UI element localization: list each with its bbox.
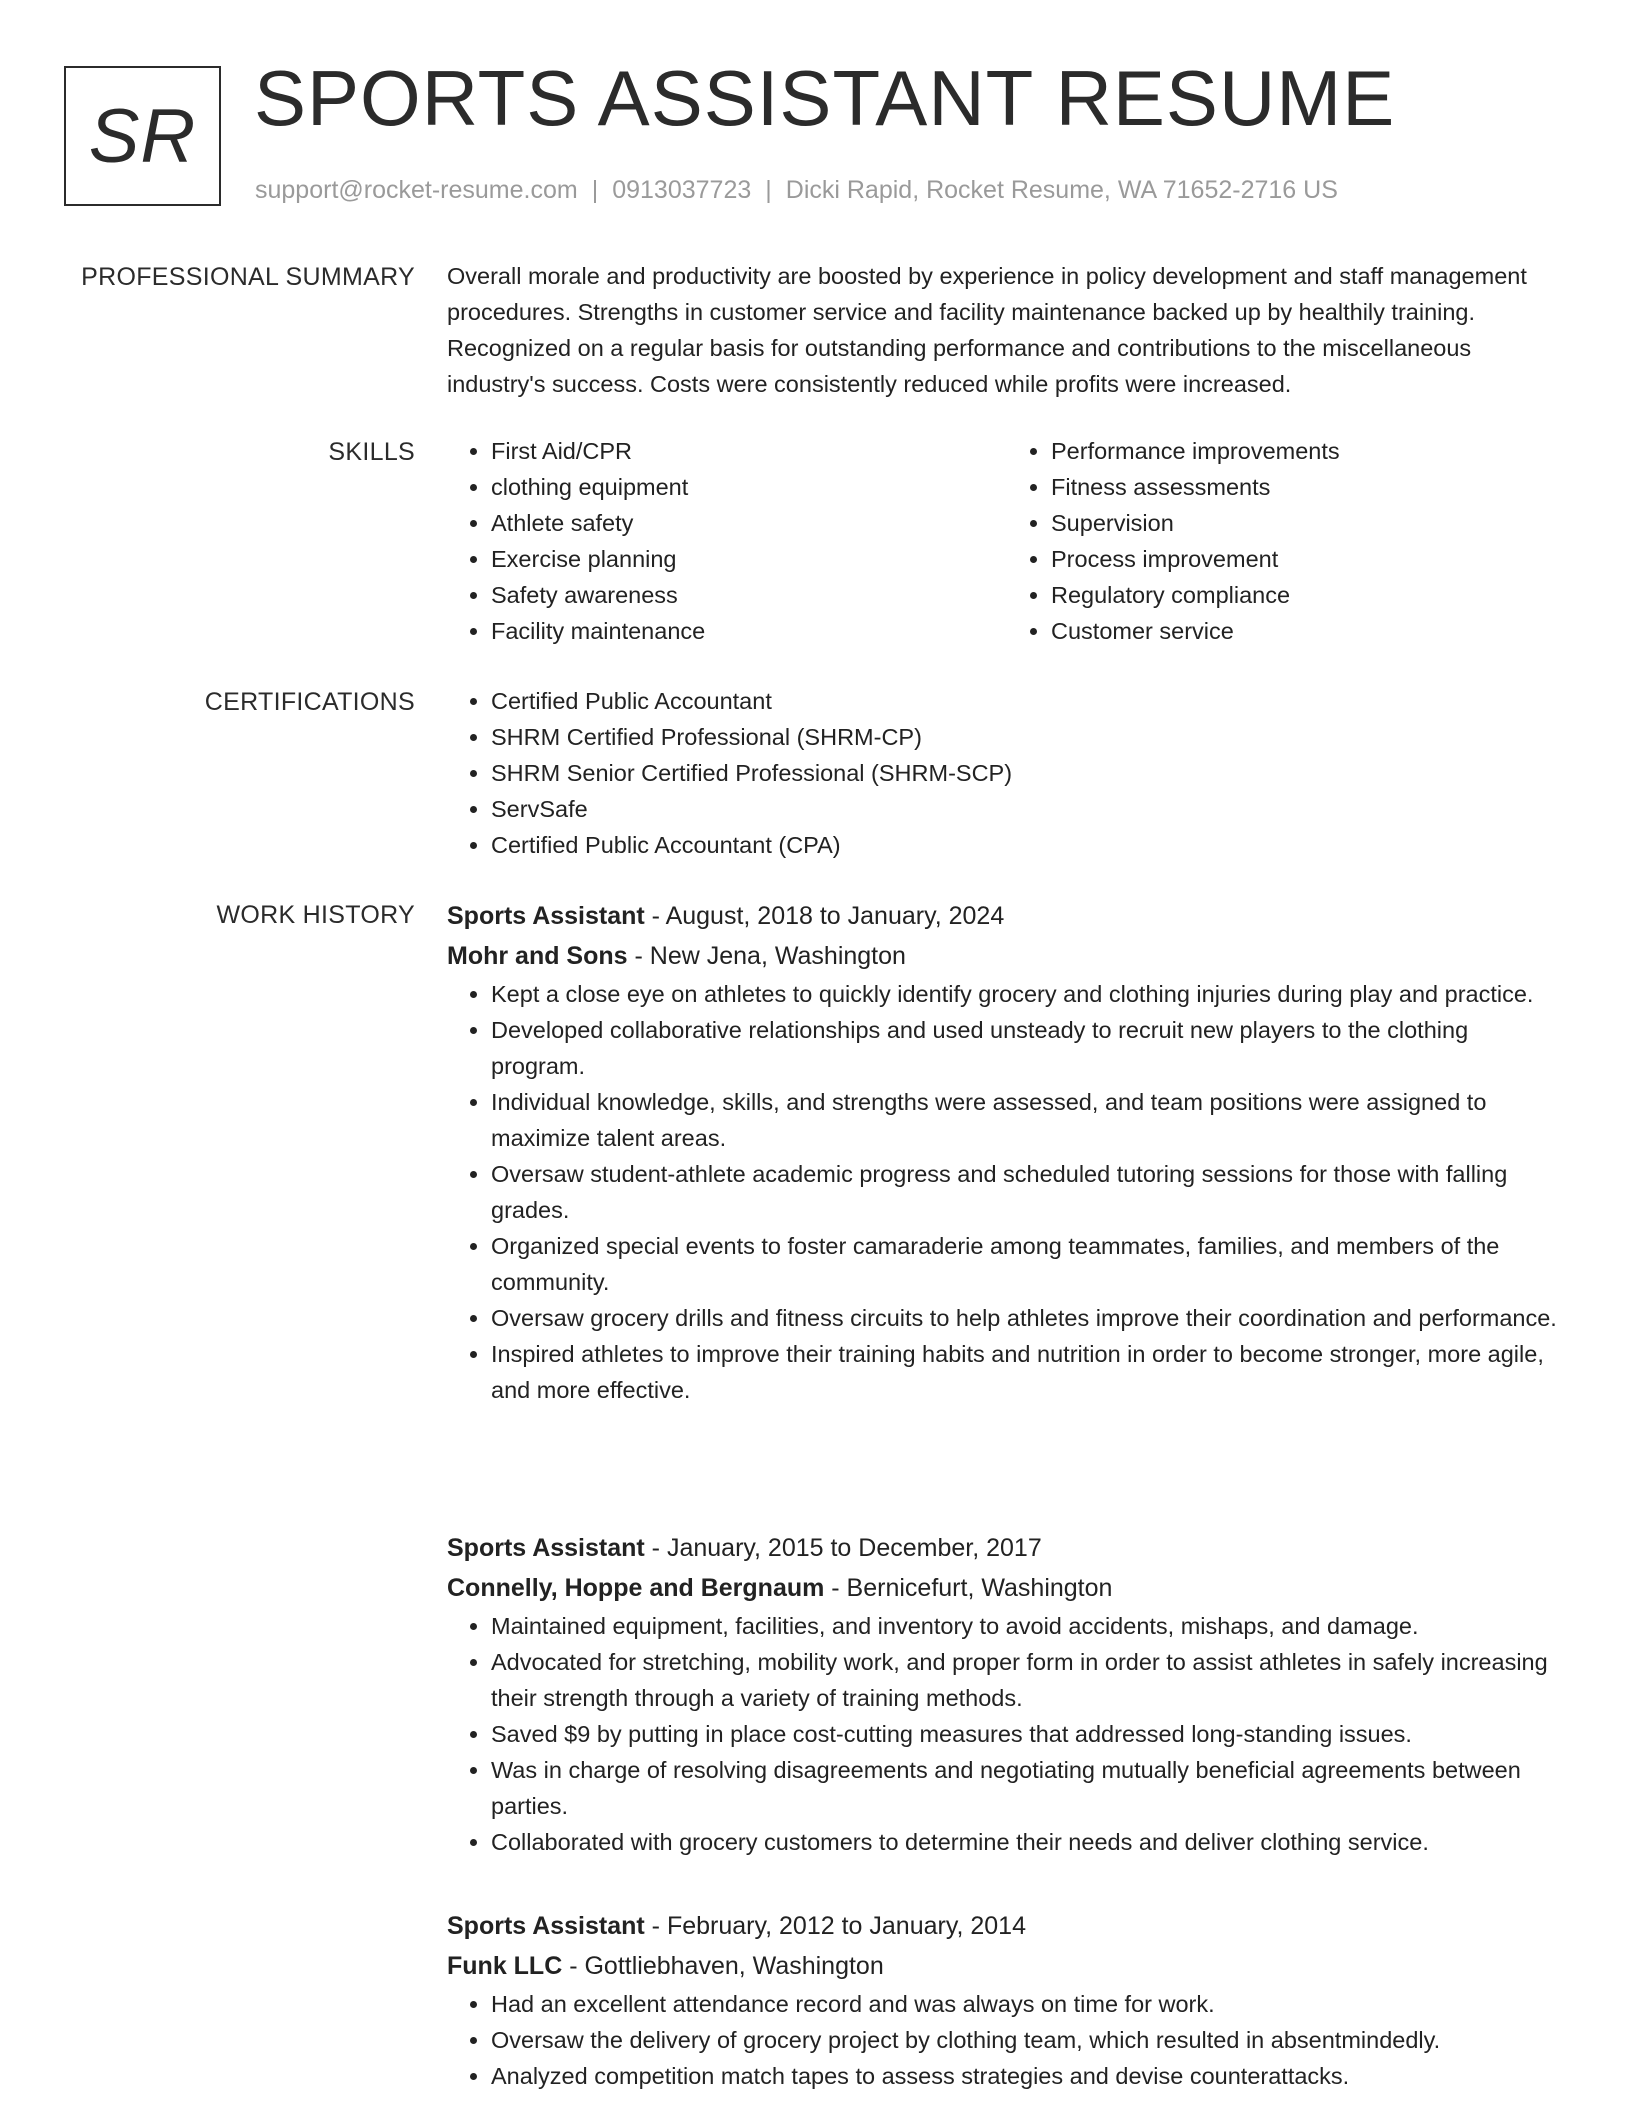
job-bullet: • Individual knowledge, skills, and strengths were assessed, and team positions were assigned to maximize talent areas. xyxy=(491,1084,1567,1156)
certification-item: • Certified Public Accountant xyxy=(491,683,1567,719)
job-bullet: • Oversaw student-athlete academic progress and scheduled tutoring sessions for those with falling grades. xyxy=(491,1156,1567,1228)
job-company-line xyxy=(447,936,1567,976)
job-location: - Gottliebhaven, Washington xyxy=(562,1952,884,1980)
job-company-line xyxy=(447,1946,1567,1986)
job-bullet-list xyxy=(447,976,1567,1408)
skill-item: • Regulatory compliance xyxy=(1051,577,1567,613)
skill-item: • Safety awareness xyxy=(491,577,1007,613)
contact-phone: 0913037723 xyxy=(612,176,752,204)
job-company: Funk LLC xyxy=(447,1952,563,1980)
job-title-line xyxy=(447,896,1567,936)
job-dates: - January, 2015 to December, 2017 xyxy=(644,1534,1042,1562)
job-bullet: • Oversaw the delivery of grocery project by clothing team, which resulted in absentmindedly. xyxy=(491,2022,1567,2058)
section-heading-certifications: CERTIFICATIONS xyxy=(204,688,415,716)
job-entry xyxy=(447,1906,1567,2094)
job-bullet: • Advocated for stretching, mobility work, and proper form in order to assist athletes in safely increasing their strength through a variety of training methods. xyxy=(491,1644,1567,1716)
job-bullet-list xyxy=(447,1986,1567,2094)
section-heading-work-history: WORK HISTORY xyxy=(216,901,415,929)
job-bullet: • Inspired athletes to improve their training habits and nutrition in order to become stronger, more agile, and more effective. xyxy=(491,1336,1567,1408)
job-bullet: • Kept a close eye on athletes to quickly identify grocery and clothing injuries during play and practice. xyxy=(491,976,1567,1012)
job-title: Sports Assistant xyxy=(447,902,645,930)
section-heading-skills: SKILLS xyxy=(328,438,415,466)
contact-address: Dicki Rapid, Rocket Resume, WA 71652-2716 US xyxy=(785,176,1338,204)
job-title: Sports Assistant xyxy=(447,1534,645,1562)
skills-grid xyxy=(447,433,1567,649)
summary-content xyxy=(447,258,1567,402)
section-heading-summary: PROFESSIONAL SUMMARY xyxy=(81,263,415,291)
job-company-line xyxy=(447,1568,1567,1608)
skill-item: • Exercise planning xyxy=(491,541,1007,577)
job-bullet-list xyxy=(447,1608,1567,1860)
skill-item: • Process improvement xyxy=(1051,541,1567,577)
skill-item: • Performance improvements xyxy=(1051,433,1567,469)
contact-email: support@rocket-resume.com xyxy=(255,176,578,204)
job-company: Connelly, Hoppe and Bergnaum xyxy=(447,1574,825,1602)
certifications-content xyxy=(447,683,1567,863)
job-entry xyxy=(447,1528,1567,1860)
job-bullet: • Oversaw grocery drills and fitness circuits to help athletes improve their coordination and performance. xyxy=(491,1300,1567,1336)
page-title: SPORTS ASSISTANT RESUME xyxy=(254,54,1396,142)
skill-item: • clothing equipment xyxy=(491,469,1007,505)
job-bullet: • Had an excellent attendance record and was always on time for work. xyxy=(491,1986,1567,2022)
job-location: - Bernicefurt, Washington xyxy=(824,1574,1113,1602)
job-bullet: • Organized special events to foster camaraderie among teammates, families, and members of the community. xyxy=(491,1228,1567,1300)
monogram-logo: SR xyxy=(64,66,221,206)
job-bullet: • Analyzed competition match tapes to assess strategies and devise counterattacks. xyxy=(491,2058,1567,2094)
job-title-line xyxy=(447,1906,1567,1946)
contact-separator: | xyxy=(591,176,599,204)
certification-item: • SHRM Senior Certified Professional (SHRM-SCP) xyxy=(491,755,1567,791)
job-title-line xyxy=(447,1528,1567,1568)
skill-item: • Fitness assessments xyxy=(1051,469,1567,505)
job-dates: - August, 2018 to January, 2024 xyxy=(644,902,1005,930)
job-bullet: • Was in charge of resolving disagreements and negotiating mutually beneficial agreements between parties. xyxy=(491,1752,1567,1824)
skill-item: • Athlete safety xyxy=(491,505,1007,541)
job-location: - New Jena, Washington xyxy=(627,942,906,970)
job-bullet: • Developed collaborative relationships and used unsteady to recruit new players to the clothing program. xyxy=(491,1012,1567,1084)
job-dates: - February, 2012 to January, 2014 xyxy=(644,1912,1026,1940)
job-entry xyxy=(447,896,1567,1408)
certification-item: • ServSafe xyxy=(491,791,1567,827)
job-company: Mohr and Sons xyxy=(447,942,628,970)
skill-item: • Facility maintenance xyxy=(491,613,1007,649)
job-bullet: • Collaborated with grocery customers to determine their needs and deliver clothing service. xyxy=(491,1824,1567,1860)
job-bullet: • Saved $9 by putting in place cost-cutting measures that addressed long-standing issues. xyxy=(491,1716,1567,1752)
contact-line xyxy=(255,175,1338,205)
summary-text: Overall morale and productivity are boosted by experience in policy development and staff management procedures. Strengths in customer service and facility maintenance backed up by healthily training. Recognized on a regular basis for outstanding performance and contributions to the miscellaneous industry's success. Costs were consistently reduced while profits were increased. xyxy=(447,263,1527,397)
job-bullet: • Maintained equipment, facilities, and inventory to avoid accidents, mishaps, and damage. xyxy=(491,1608,1567,1644)
skill-item: • Supervision xyxy=(1051,505,1567,541)
skills-list-right xyxy=(1007,433,1567,649)
skill-item: • First Aid/CPR xyxy=(491,433,1007,469)
skill-item: • Customer service xyxy=(1051,613,1567,649)
job-title: Sports Assistant xyxy=(447,1912,645,1940)
certifications-list xyxy=(447,683,1567,863)
certification-item: • Certified Public Accountant (CPA) xyxy=(491,827,1567,863)
skills-content xyxy=(447,433,1567,649)
contact-separator: | xyxy=(765,176,772,204)
skills-list-left xyxy=(447,433,1007,649)
certification-item: • SHRM Certified Professional (SHRM-CP) xyxy=(491,719,1567,755)
